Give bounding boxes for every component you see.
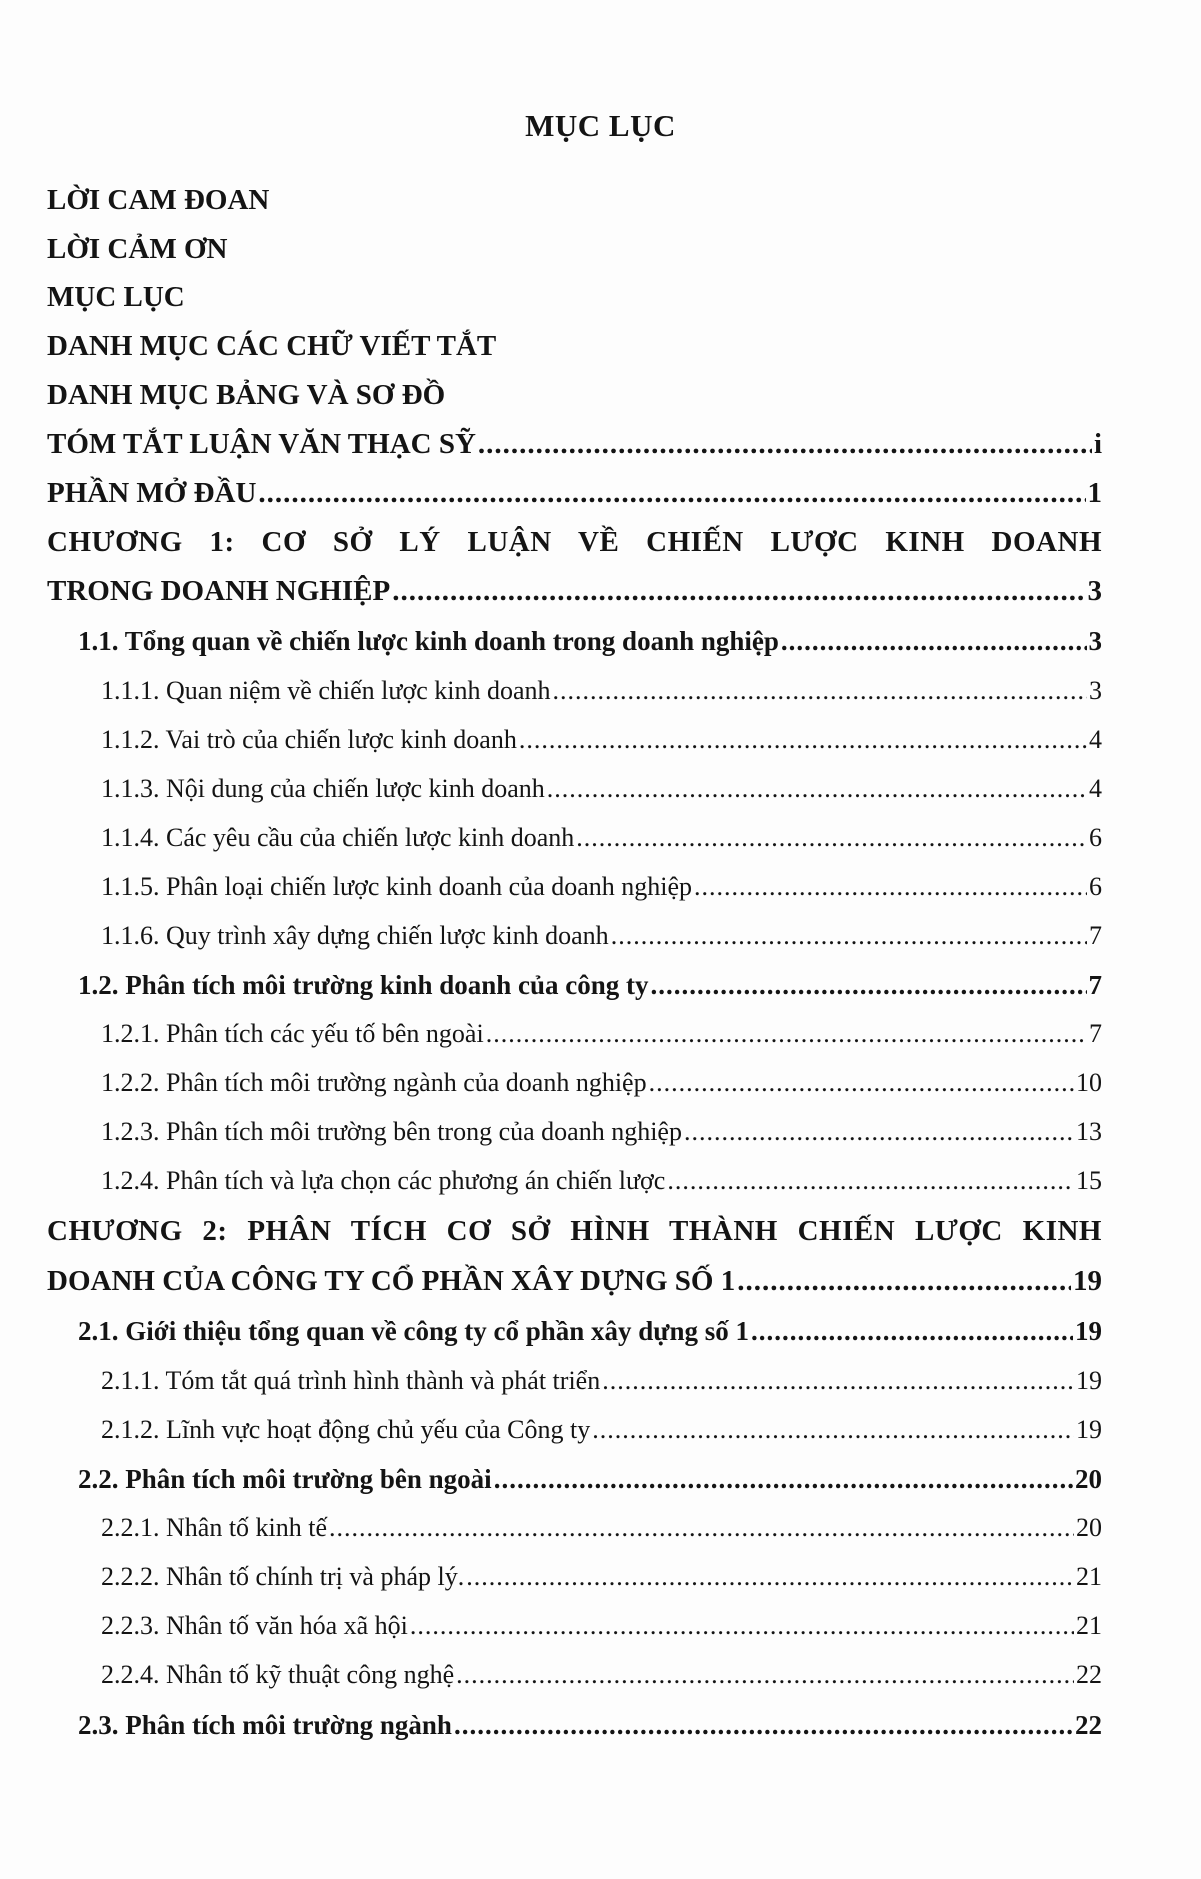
toc-entry-text: 2.2.1. Nhân tố kinh tế [101, 1513, 328, 1542]
toc-entry [101, 1662, 1102, 1688]
toc-front-matter-3: MỤC LỤC [47, 281, 185, 313]
toc-page-number: 19 [1076, 1366, 1102, 1395]
toc-entry [78, 972, 1102, 999]
chapter-2-heading: CHƯƠNG 2: PHÂN TÍCH CƠ SỞ HÌNH THÀNH CHIẾN LƯỢC KINH [47, 1215, 1102, 1247]
toc-front-matter-5: DANH MỤC BẢNG VÀ SƠ ĐỒ [47, 379, 446, 411]
toc-entry [101, 1168, 1102, 1194]
toc-entry-text: 1.1.5. Phân loại chiến lược kinh doanh của doanh nghiệp [101, 872, 693, 901]
toc-entry-text: 2.2.2. Nhân tố chính trị và pháp lý. [101, 1562, 465, 1591]
toc-entry [47, 577, 1102, 606]
toc-entry-text: 1.1.4. Các yêu cầu của chiến lược kinh doanh [101, 823, 575, 852]
toc-entry [101, 1613, 1102, 1639]
toc-page-number: 3 [1087, 575, 1102, 607]
toc-page-number: 4 [1089, 774, 1102, 803]
toc-entry-text: 1.1. Tổng quan về chiến lược kinh doanh trong doanh nghiệp [78, 626, 779, 656]
toc-entry-text: 1.2.1. Phân tích các yếu tố bên ngoài [101, 1019, 484, 1048]
toc-page-number: 20 [1075, 1464, 1102, 1494]
dot-leader [547, 776, 1087, 802]
toc-page-number: 3 [1088, 626, 1102, 656]
toc-front-matter-2: LỜI CẢM ƠN [47, 233, 228, 265]
toc-entry-text: DOANH CỦA CÔNG TY CỔ PHẦN XÂY DỰNG SỐ 1 [47, 1265, 736, 1297]
toc-front-matter-4: DANH MỤC CÁC CHỮ VIẾT TẮT [47, 330, 497, 362]
toc-page-number: 6 [1089, 823, 1102, 852]
dot-leader [454, 1712, 1073, 1739]
toc-entry-text: 1.1.1. Quan niệm về chiến lược kinh doanh [101, 676, 551, 705]
toc-entry-text: TRONG DOANH NGHIỆP [47, 575, 391, 607]
toc-entry-text: 1.2.4. Phân tích và lựa chọn các phương án chiến lược [101, 1166, 666, 1195]
toc-page-number: 22 [1075, 1710, 1102, 1740]
toc-entry [78, 1466, 1102, 1493]
toc-page-number: 10 [1076, 1068, 1102, 1097]
dot-leader [751, 1318, 1073, 1345]
chapter-1-heading: CHƯƠNG 1: CƠ SỞ LÝ LUẬN VỀ CHIẾN LƯỢC KINH DOANH [47, 526, 1102, 558]
toc-entry-text: PHẦN MỞ ĐẦU [47, 477, 257, 509]
dot-leader [667, 1168, 1074, 1194]
toc-page-number: 19 [1076, 1415, 1102, 1444]
toc-entry [101, 1368, 1102, 1394]
toc-page-number: 7 [1089, 921, 1102, 950]
dot-leader [466, 1564, 1074, 1590]
toc-entry-text: 2.1.1. Tóm tắt quá trình hình thành và phát triển [101, 1366, 601, 1395]
toc-entry-text: 1.1.2. Vai trò của chiến lược kinh doanh [101, 725, 517, 754]
dot-leader [456, 1662, 1074, 1688]
dot-leader [781, 628, 1087, 655]
toc-entry [47, 1267, 1102, 1296]
toc-entry-text: 2.1. Giới thiệu tổng quan về công ty cổ phần xây dựng số 1 [78, 1316, 750, 1346]
dot-leader [651, 972, 1087, 999]
toc-entry [101, 1021, 1102, 1047]
dot-leader [329, 1515, 1074, 1541]
toc-page-number: 22 [1076, 1660, 1102, 1689]
toc-page-number: 21 [1076, 1562, 1102, 1591]
dot-leader [519, 727, 1087, 753]
dot-leader [553, 678, 1087, 704]
toc-entry [101, 825, 1102, 851]
toc-entry [101, 1515, 1102, 1541]
toc-entry-text: 1.1.3. Nội dung của chiến lược kinh doanh [101, 774, 545, 803]
toc-entry [78, 1712, 1102, 1739]
toc-page-number: 1 [1087, 477, 1102, 509]
toc-entry [47, 430, 1102, 459]
dot-leader [576, 825, 1087, 851]
dot-leader [611, 923, 1087, 949]
dot-leader [602, 1368, 1074, 1394]
toc-page-number: 19 [1073, 1265, 1102, 1297]
toc-page-number: 20 [1076, 1513, 1102, 1542]
dot-leader [392, 577, 1085, 606]
dot-leader [478, 430, 1092, 459]
page-title: MỤC LỤC [525, 108, 676, 143]
dot-leader [694, 874, 1087, 900]
toc-page-number: 21 [1076, 1611, 1102, 1640]
toc-entry [78, 628, 1102, 655]
toc-page-number: 3 [1089, 676, 1102, 705]
toc-page-number: i [1093, 428, 1102, 460]
toc-page-number: 7 [1088, 970, 1102, 1000]
dot-leader [486, 1021, 1087, 1047]
toc-entry [101, 874, 1102, 900]
toc-entry-text: 1.2. Phân tích môi trường kinh doanh của công ty [78, 970, 649, 1000]
toc-entry [101, 678, 1102, 704]
toc-entry-text: TÓM TẮT LUẬN VĂN THẠC SỸ [47, 428, 476, 460]
toc-page-number: 19 [1075, 1316, 1102, 1346]
dot-leader [410, 1613, 1074, 1639]
toc-entry-text: 2.2. Phân tích môi trường bên ngoài [78, 1464, 492, 1494]
toc-page-number: 4 [1089, 725, 1102, 754]
toc-entry-text: 2.1.2. Lĩnh vực hoạt động chủ yếu của Công ty [101, 1415, 591, 1444]
toc-entry [47, 479, 1102, 508]
toc-entry-text: 2.3. Phân tích môi trường ngành [78, 1710, 452, 1740]
toc-entry-text: 1.2.3. Phân tích môi trường bên trong của doanh nghiệp [101, 1117, 682, 1146]
dot-leader [649, 1070, 1074, 1096]
toc-page-number: 15 [1076, 1166, 1102, 1195]
dot-leader [684, 1119, 1074, 1145]
toc-entry-text: 1.2.2. Phân tích môi trường ngành của doanh nghiệp [101, 1068, 647, 1097]
toc-page-number: 13 [1076, 1117, 1102, 1146]
toc-entry [101, 1119, 1102, 1145]
toc-entry [101, 727, 1102, 753]
toc-entry-text: 2.2.4. Nhân tố kỹ thuật công nghệ [101, 1660, 455, 1689]
toc-entry-text: 1.1.6. Quy trình xây dựng chiến lược kinh doanh [101, 921, 609, 950]
toc-front-matter-1: LỜI CAM ĐOAN [47, 184, 270, 216]
toc-page-number: 7 [1089, 1019, 1102, 1048]
toc-entry [101, 1417, 1102, 1443]
dot-leader [494, 1466, 1073, 1493]
toc-entry-text: 2.2.3. Nhân tố văn hóa xã hội [101, 1611, 408, 1640]
dot-leader [592, 1417, 1074, 1443]
toc-entry [101, 776, 1102, 802]
toc-page-number: 6 [1089, 872, 1102, 901]
dot-leader [737, 1267, 1071, 1296]
toc-entry [101, 1564, 1102, 1590]
dot-leader [258, 479, 1085, 508]
toc-entry [78, 1318, 1102, 1345]
toc-entry [101, 1070, 1102, 1096]
toc-entry [101, 923, 1102, 949]
